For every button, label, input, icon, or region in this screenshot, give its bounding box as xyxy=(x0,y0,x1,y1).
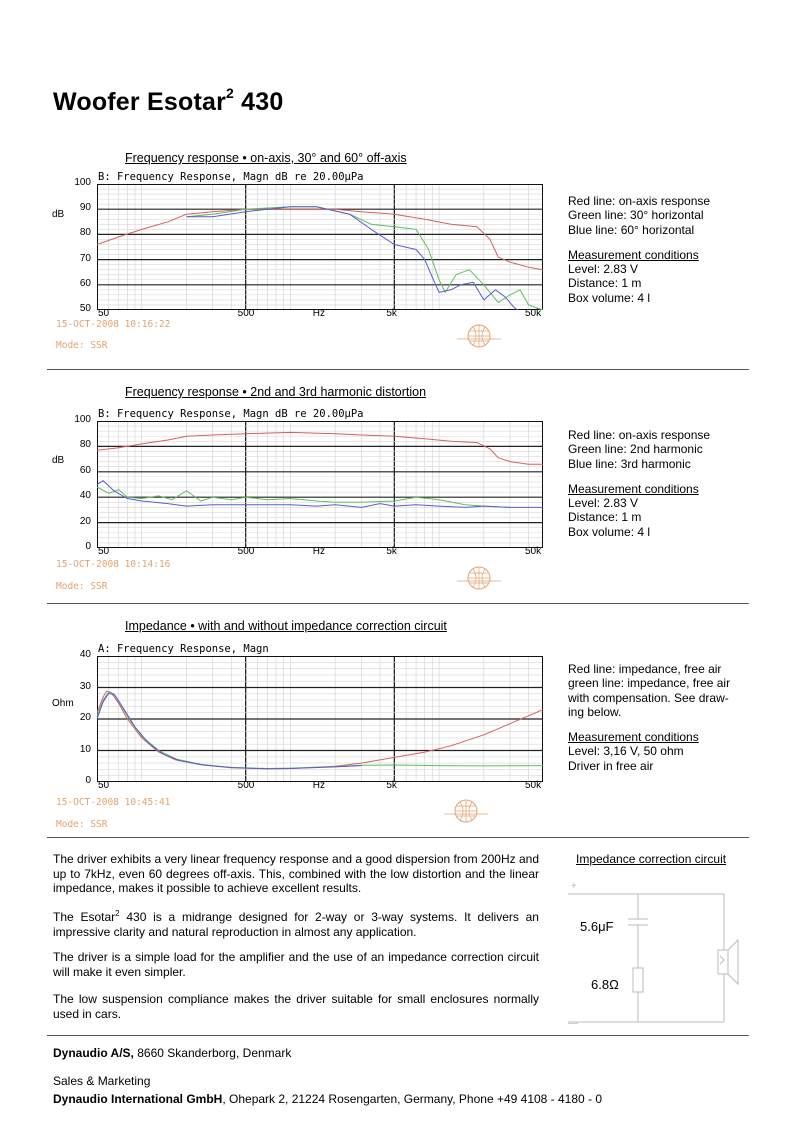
plot2-legend: Red line: on-axis response Green line: 2nd harmonic Blue line: 3rd harmonic Measurement conditions Level: 2.83 V Distance: 1 m Box volume: 4 l xyxy=(568,428,711,539)
capacitor-label: 5.6μF xyxy=(580,919,614,934)
description-p3: The driver is a simple load for the amplifier and the use of an impedance correction circuit will make it even simpler. xyxy=(53,950,539,979)
plus-terminal: + xyxy=(571,881,577,892)
series-line-3rd-harmonic xyxy=(97,481,543,508)
x-tick-label: 50k xyxy=(525,546,542,557)
x-tick-label: 5k xyxy=(386,780,397,791)
plot3-mode: Mode: SSR xyxy=(56,819,108,830)
x-tick-label: 50 xyxy=(98,308,110,319)
footer-company: Dynaudio A/S, 8660 Skanderborg, Denmark xyxy=(53,1046,292,1060)
divider xyxy=(47,369,749,370)
y-tick-label: 100 xyxy=(74,414,91,425)
brand-logo-icon xyxy=(455,323,503,349)
divider xyxy=(47,837,749,838)
y-tick-label: 40 xyxy=(79,490,91,502)
plot3-legend: Red line: impedance, free air green line: impedance, free air with compensation. See draw- ing below. Measurement conditions Level: 3,16 V, 50 ohm Driver in free air xyxy=(568,662,731,773)
series-line-on-axis xyxy=(97,432,543,464)
minus-terminal: — xyxy=(568,1018,578,1029)
resistor-label: 6.8Ω xyxy=(591,977,619,992)
y-tick-label: 100 xyxy=(74,177,91,188)
plot1-title: Frequency response • on-axis, 30° and 60° off-axis xyxy=(125,151,407,165)
y-tick-label: 60 xyxy=(79,277,91,289)
x-tick-label: Hz xyxy=(312,546,325,557)
plot2-header: B: Frequency Response, Magn dB re 20.00μPa xyxy=(98,408,364,420)
x-tick-label: 5k xyxy=(386,546,397,557)
plot2-title: Frequency response • 2nd and 3rd harmonic distortion xyxy=(125,385,427,399)
plot3-header: A: Frequency Response, Magn xyxy=(98,643,269,655)
y-tick-label: 20 xyxy=(79,712,91,723)
plot3-chart xyxy=(97,656,543,782)
y-tick-label: 0 xyxy=(85,775,91,786)
divider xyxy=(47,603,749,604)
x-tick-label: 500 xyxy=(237,546,255,557)
x-tick-label: Hz xyxy=(312,780,325,791)
plot1-legend: Red line: on-axis response Green line: 30° horizontal Blue line: 60° horizontal Measurement conditions Level: 2.83 V Distance: 1 m Box volume: 4 l xyxy=(568,194,711,305)
x-tick-label: 500 xyxy=(237,308,255,319)
y-tick-label: 70 xyxy=(79,252,91,264)
plot3-ylabel: Ohm xyxy=(52,698,74,709)
x-tick-label: 50 xyxy=(98,546,110,557)
plot3-timestamp: 15-OCT-2008 10:45:41 xyxy=(56,797,171,808)
circuit-title: Impedance correction circuit xyxy=(576,852,727,866)
plot1-mode: Mode: SSR xyxy=(56,340,108,351)
y-tick-label: 10 xyxy=(79,743,91,755)
footer-sales: Sales & Marketing xyxy=(53,1074,151,1088)
footer-international: Dynaudio International GmbH, Ohepark 2, 21224 Rosengarten, Germany, Phone +49 4108 - 4180 - 0 xyxy=(53,1092,603,1106)
page-title: Woofer Esotar$^2$ 430 xyxy=(53,85,284,116)
plot2-ylabel: dB xyxy=(52,455,65,466)
series-line-impedance-free-air xyxy=(97,691,543,769)
y-tick-label: 80 xyxy=(79,227,91,239)
description-p1: The driver exhibits a very linear frequency response and a good dispersion from 200Hz and up to 7kHz, even 60 degrees off-axis. This, combined with the low distortion and the linear impedance, makes it possible to achieve excellent results. xyxy=(53,852,539,896)
brand-logo-icon xyxy=(455,565,503,591)
x-tick-label: 50 xyxy=(98,780,110,791)
y-tick-label: 20 xyxy=(79,515,91,527)
plot2-chart xyxy=(97,421,543,548)
y-tick-label: 80 xyxy=(79,439,91,451)
x-tick-label: 500 xyxy=(237,780,255,791)
x-tick-label: 50k xyxy=(525,308,542,319)
y-tick-label: 60 xyxy=(79,464,91,476)
y-tick-label: 50 xyxy=(79,303,91,314)
x-tick-label: 5k xyxy=(386,308,397,319)
description-p2: The Esotar$^2$ 430 is a midrange designed for 2-way or 3-way systems. It delivers an impressive clarity and natural reproduction in almost any application. xyxy=(53,909,539,939)
y-tick-label: 0 xyxy=(85,541,91,552)
brand-logo-icon xyxy=(442,798,490,824)
divider xyxy=(47,1035,749,1036)
plot1-chart xyxy=(97,184,543,310)
y-tick-label: 90 xyxy=(79,202,91,214)
y-tick-label: 30 xyxy=(79,680,91,692)
series-line-60-horizontal xyxy=(187,207,544,310)
plot3-title: Impedance • with and without impedance correction circuit xyxy=(125,619,447,633)
plot2-timestamp: 15-OCT-2008 10:14:16 xyxy=(56,559,171,570)
plot-frame xyxy=(98,185,543,310)
correction-circuit-diagram xyxy=(566,880,746,1030)
plot2-mode: Mode: SSR xyxy=(56,581,108,592)
x-tick-label: Hz xyxy=(312,308,325,319)
plot1-timestamp: 15-OCT-2008 10:16:22 xyxy=(56,319,171,330)
plot1-header: B: Frequency Response, Magn dB re 20.00μPa xyxy=(98,171,364,183)
x-tick-label: 50k xyxy=(525,780,542,791)
plot1-ylabel: dB xyxy=(52,209,65,220)
description-p4: The low suspension compliance makes the driver suitable for small enclosures normally used in cars. xyxy=(53,992,539,1021)
y-tick-label: 40 xyxy=(79,649,91,660)
